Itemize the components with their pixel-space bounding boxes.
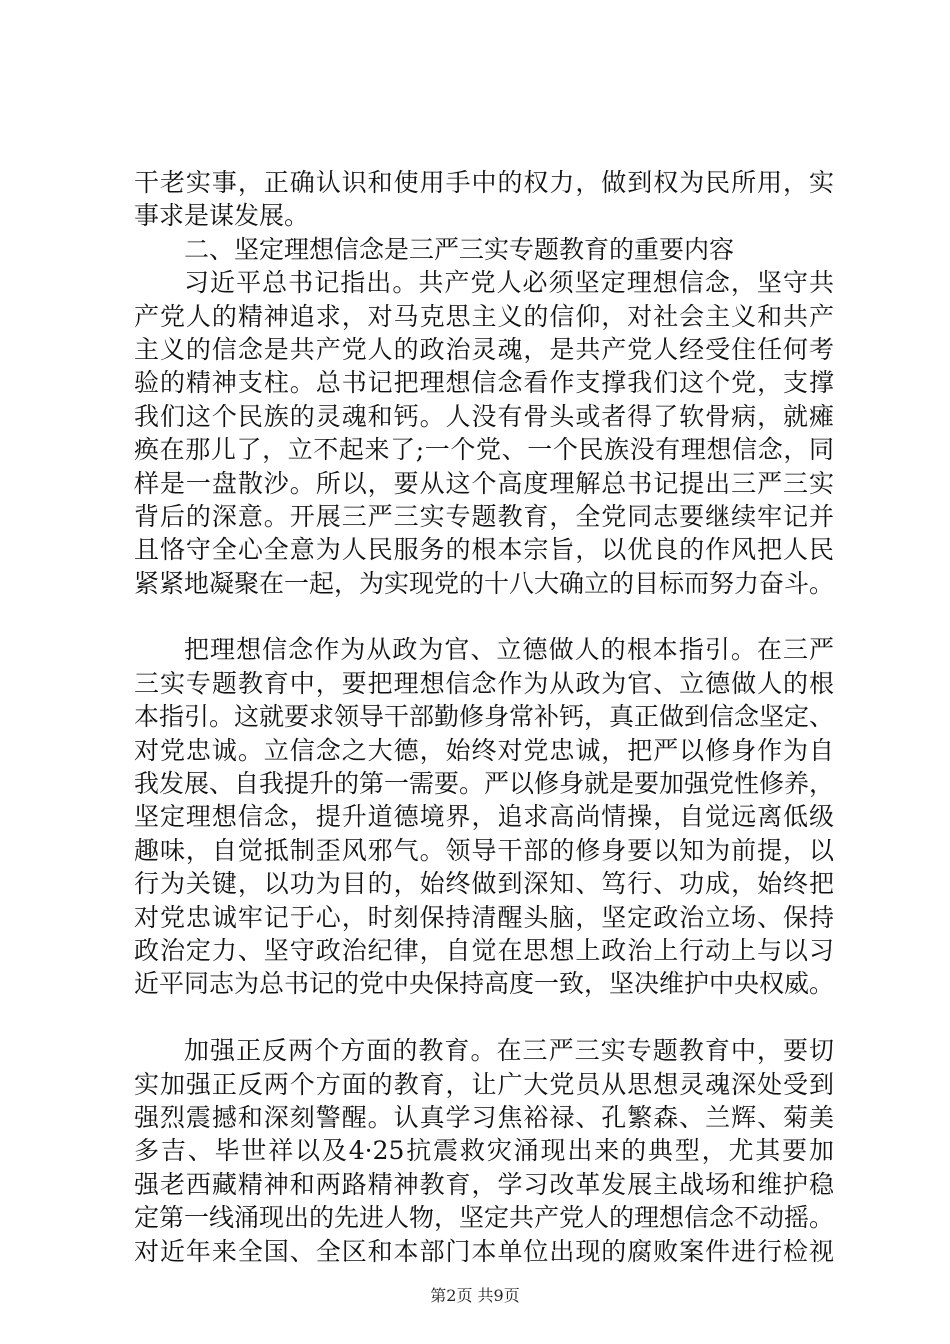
paragraph-line: 实加强正反两个方面的教育，让广大党员从思想灵魂深处受到 [134, 1069, 834, 1099]
paragraph-line: 二、坚定理想信念是三严三实专题教育的重要内容 [184, 234, 735, 264]
paragraph-line: 坚定理想信念，提升道德境界，追求高尚情操，自觉远离低级 [134, 802, 834, 832]
paragraph-line: 加强正反两个方面的教育。在三严三实专题教育中，要切 [184, 1036, 834, 1066]
paragraph-line: 把理想信念作为从政为官、立德做人的根本指引。在三严 [184, 635, 834, 665]
paragraph-line: 对党忠诚牢记于心，时刻保持清醒头脑，坚定政治立场、保持 [134, 902, 834, 932]
paragraph-line: 紧紧地凝聚在一起，为实现党的十八大确立的目标而努力奋斗。 [134, 568, 835, 598]
paragraph-line: 本指引。这就要求领导干部勤修身常补钙，真正做到信念坚定、 [134, 702, 835, 732]
paragraph-line: 痪在那儿了，立不起来了;一个党、一个民族没有理想信念，同 [134, 435, 834, 465]
paragraph-line: 行为关键，以功为目的，始终做到深知、笃行、功成，始终把 [134, 869, 834, 899]
body-text [134, 166, 834, 1268]
paragraph-line: 多吉、毕世祥以及4·25抗震救灾涌现出来的典型，尤其要加 [134, 1136, 834, 1166]
paragraph-line: 验的精神支柱。总书记把理想信念看作支撑我们这个党，支撑 [134, 368, 834, 398]
paragraph-line: 定第一线涌现出的先进人物，坚定共产党人的理想信念不动摇。 [134, 1203, 835, 1233]
paragraph-line: 习近平总书记指出。共产党人必须坚定理想信念，坚守共 [184, 268, 834, 298]
paragraph-line: 且恪守全心全意为人民服务的根本宗旨，以优良的作风把人民 [134, 535, 834, 565]
paragraph-line: 近平同志为总书记的党中央保持高度一致，坚决维护中央权威。 [134, 969, 835, 999]
paragraph-line: 我发展、自我提升的第一需要。严以修身就是要加强党性修养， [134, 769, 835, 799]
paragraph-line: 政治定力、坚守政治纪律，自觉在思想上政治上行动上与以习 [134, 935, 834, 965]
paragraph-line: 对党忠诚。立信念之大德，始终对党忠诚，把严以修身作为自 [134, 735, 834, 765]
page-footer: 第2页 共9页 [430, 1286, 520, 1305]
paragraph-line: 三实专题教育中，要把理想信念作为从政为官、立德做人的根 [134, 668, 834, 698]
paragraph-line: 产党人的精神追求，对马克思主义的信仰，对社会主义和共产 [134, 301, 834, 331]
paragraph-line: 事求是谋发展。 [134, 201, 310, 231]
paragraph-line: 主义的信念是共产党人的政治灵魂，是共产党人经受住任何考 [134, 334, 834, 364]
paragraph-line: 我们这个民族的灵魂和钙。人没有骨头或者得了软骨病，就瘫 [134, 401, 834, 431]
paragraph-line: 对近年来全国、全区和本部门本单位出现的腐败案件进行检视 [134, 1236, 834, 1266]
paragraph-line: 趣味，自觉抵制歪风邪气。领导干部的修身要以知为前提，以 [134, 835, 834, 865]
paragraph-line: 背后的深意。开展三严三实专题教育，全党同志要继续牢记并 [134, 501, 834, 531]
paragraph-line: 样是一盘散沙。所以，要从这个高度理解总书记提出三严三实 [134, 468, 834, 498]
paragraph-line: 强烈震撼和深刻警醒。认真学习焦裕禄、孔繁森、兰辉、菊美 [134, 1102, 834, 1132]
paragraph-gap [134, 600, 834, 633]
paragraph-line: 强老西藏精神和两路精神教育，学习改革发展主战场和维护稳 [134, 1169, 834, 1199]
paragraph-gap [134, 1001, 834, 1034]
paragraph-line: 干老实事，正确认识和使用手中的权力，做到权为民所用，实 [134, 168, 834, 197]
